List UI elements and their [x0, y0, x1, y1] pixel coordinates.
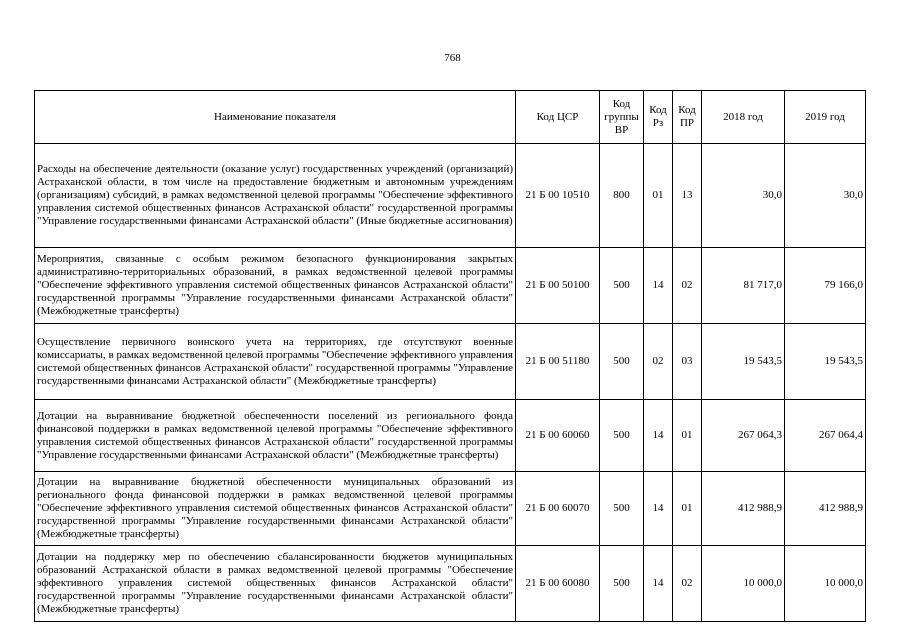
table-body [35, 144, 866, 622]
row-2018-value: 30,0 [702, 144, 785, 248]
header-2018: 2018 год [702, 91, 785, 144]
table-row [35, 248, 866, 324]
row-rz-code: 02 [644, 324, 673, 400]
row-vr-code: 500 [600, 324, 644, 400]
row-2019-value: 19 543,5 [785, 324, 866, 400]
page-number: 768 [444, 52, 461, 64]
row-2018-value: 19 543,5 [702, 324, 785, 400]
row-2019-value: 79 166,0 [785, 248, 866, 324]
row-vr-code: 800 [600, 144, 644, 248]
row-csr-code: 21 Б 00 51180 [516, 324, 600, 400]
row-pr-code: 01 [673, 472, 702, 546]
row-vr-code: 500 [600, 400, 644, 472]
row-2018-value: 267 064,3 [702, 400, 785, 472]
row-rz-code: 01 [644, 144, 673, 248]
row-pr-code: 13 [673, 144, 702, 248]
row-name: Дотации на выравнивание бюджетной обеспеченности поселений из регионального фонда финансовой поддержки в рамках ведомственной целевой программы "Обеспечение эффективного управления системой общественных финансов Астраханской области" государственной программы "Управление государственными финансами Астраханской области" (Межбюджетные трансферты) [35, 400, 516, 472]
row-2018-value: 412 988,9 [702, 472, 785, 546]
row-csr-code: 21 Б 00 50100 [516, 248, 600, 324]
row-name: Дотации на выравнивание бюджетной обеспеченности муниципальных образований из регионального фонда финансовой поддержки в рамках ведомственной целевой программы "Обеспечение эффективного управления системой общественных финансов Астраханской области" государственной программы "Управление государственными финансами Астраханской области" (Межбюджетные трансферты) [35, 472, 516, 546]
header-pr-code: Код ПР [673, 91, 702, 144]
header-csr-code: Код ЦСР [516, 91, 600, 144]
table-row [35, 472, 866, 546]
row-vr-code: 500 [600, 248, 644, 324]
header-vr-code: Код группы ВР [600, 91, 644, 144]
row-csr-code: 21 Б 00 60070 [516, 472, 600, 546]
row-rz-code: 14 [644, 400, 673, 472]
row-pr-code: 02 [673, 248, 702, 324]
row-2019-value: 10 000,0 [785, 546, 866, 622]
row-2019-value: 267 064,4 [785, 400, 866, 472]
table-row [35, 400, 866, 472]
row-2018-value: 81 717,0 [702, 248, 785, 324]
row-csr-code: 21 Б 00 10510 [516, 144, 600, 248]
row-pr-code: 02 [673, 546, 702, 622]
row-name: Мероприятия, связанные с особым режимом безопасного функционирования закрытых административно-территориальных образований, в рамках ведомственной целевой программы "Обеспечение эффективного управления системой общественных финансов Астраханской области" государственной программы "Управление государственными финансами Астраханской области" (Межбюджетные трансферты) [35, 248, 516, 324]
header-name: Наименование показателя [35, 91, 516, 144]
row-2019-value: 30,0 [785, 144, 866, 248]
row-rz-code: 14 [644, 248, 673, 324]
row-rz-code: 14 [644, 472, 673, 546]
row-name: Расходы на обеспечение деятельности (оказание услуг) государственных учреждений (организаций) Астраханской области, в том числе на предоставление бюджетным и автономным учреждениям (организациям) субсидий, в рамках ведомственной целевой программы "Обеспечение эффективного управления системой общественных финансов Астраханской области" государственной программы "Управление государственными финансами Астраханской области" (Иные бюджетные ассигнования) [35, 144, 516, 248]
header-2019: 2019 год [785, 91, 866, 144]
table-row [35, 324, 866, 400]
row-2019-value: 412 988,9 [785, 472, 866, 546]
row-csr-code: 21 Б 00 60080 [516, 546, 600, 622]
table-row [35, 546, 866, 622]
row-name: Дотации на поддержку мер по обеспечению сбалансированности бюджетов муниципальных образований Астраханской области в рамках ведомственной целевой программы "Обеспечение эффективного управления системой общественных финансов Астраханской области" государственной программы "Управление государственными финансами Астраханской области" (Межбюджетные трансферты) [35, 546, 516, 622]
row-name: Осуществление первичного воинского учета на территориях, где отсутствуют военные комиссариаты, в рамках ведомственной целевой программы "Обеспечение эффективного управления системой общественных финансов Астраханской области" государственной программы "Управление государственными финансами Астраханской области" (Межбюджетные трансферты) [35, 324, 516, 400]
row-2018-value: 10 000,0 [702, 546, 785, 622]
row-rz-code: 14 [644, 546, 673, 622]
header-row [35, 91, 866, 144]
row-pr-code: 03 [673, 324, 702, 400]
row-vr-code: 500 [600, 546, 644, 622]
row-csr-code: 21 Б 00 60060 [516, 400, 600, 472]
row-vr-code: 500 [600, 472, 644, 546]
budget-table [34, 90, 866, 622]
table-header [35, 91, 866, 144]
table-row [35, 144, 866, 248]
header-rz-code: Код Рз [644, 91, 673, 144]
row-pr-code: 01 [673, 400, 702, 472]
